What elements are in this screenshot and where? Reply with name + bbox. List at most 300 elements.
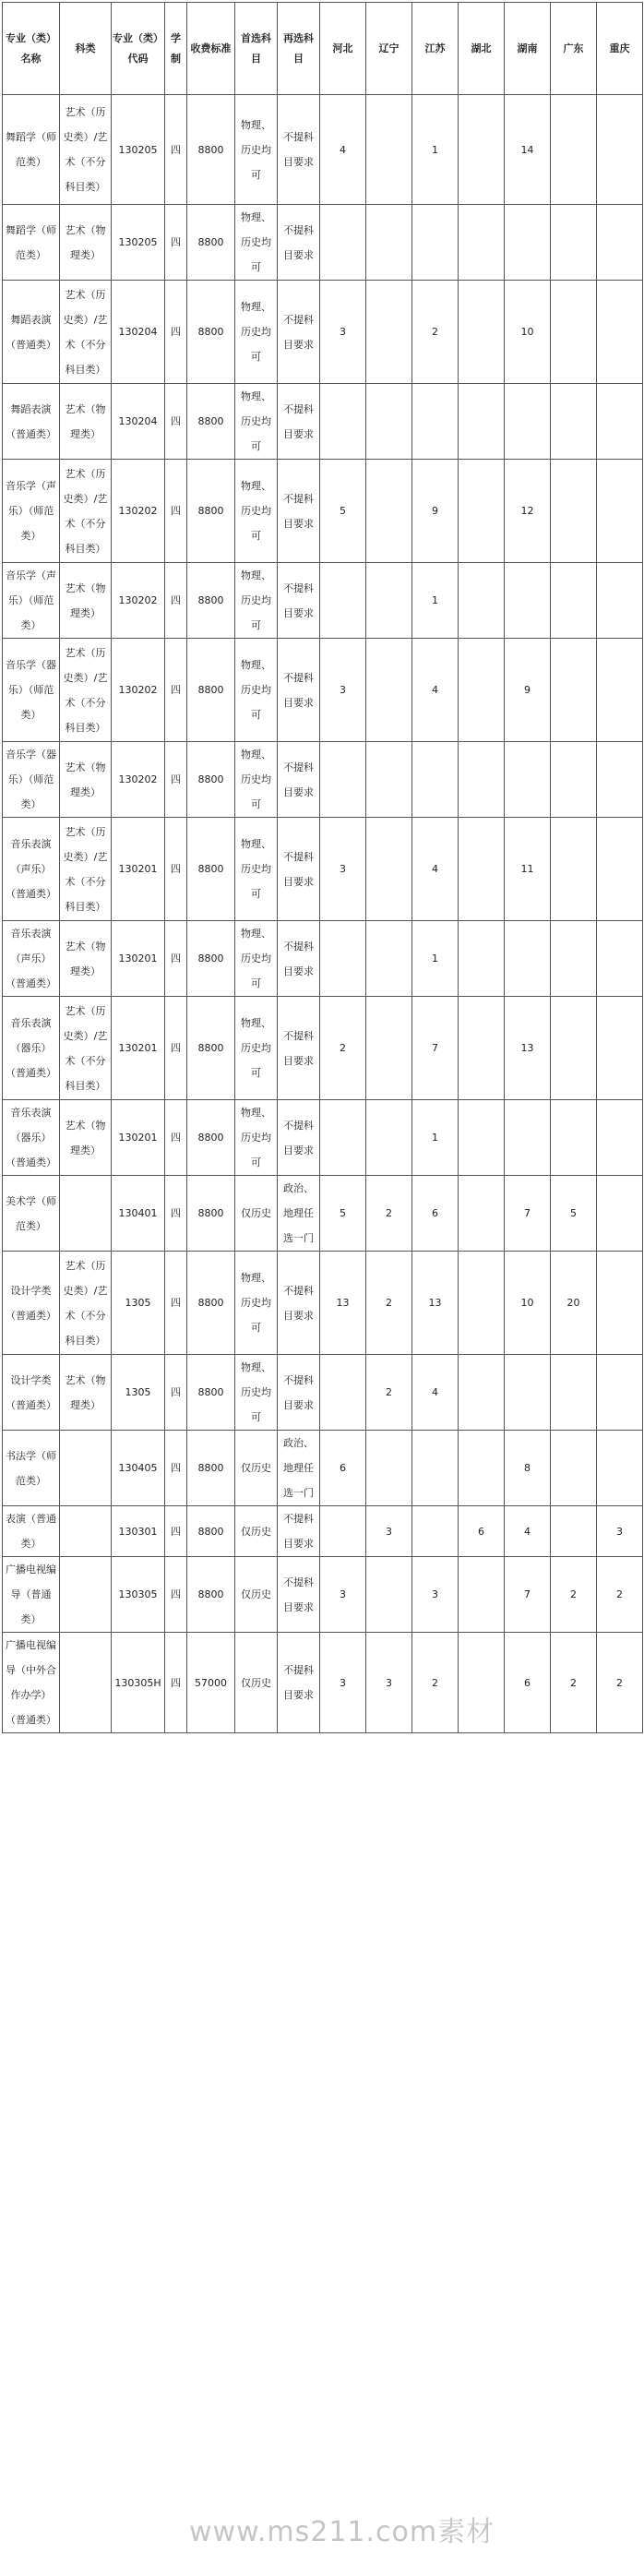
table-cell [60, 1557, 112, 1633]
table-cell [366, 1557, 412, 1633]
table-cell: 8800 [187, 818, 235, 921]
table-cell [597, 818, 643, 921]
table-cell [597, 1431, 643, 1506]
table-cell: 130205 [112, 95, 165, 205]
table-cell [366, 818, 412, 921]
table-cell [551, 205, 597, 281]
table-cell: 8800 [187, 1506, 235, 1557]
table-cell: 6 [459, 1506, 505, 1557]
table-cell: 音乐表演（器乐）（普通类） [3, 1100, 60, 1176]
table-cell: 3 [412, 1557, 459, 1633]
table-cell [551, 281, 597, 384]
table-cell [60, 1506, 112, 1557]
table-cell: 7 [505, 1557, 551, 1633]
table-cell: 130202 [112, 639, 165, 742]
table-cell: 四 [165, 460, 187, 563]
table-cell: 四 [165, 1506, 187, 1557]
table-cell [551, 1431, 597, 1506]
table-cell [320, 563, 366, 639]
table-cell: 四 [165, 205, 187, 281]
table-row [3, 1431, 643, 1506]
table-cell [459, 742, 505, 818]
table-cell [505, 1355, 551, 1431]
table-cell [551, 818, 597, 921]
table-cell: 8800 [187, 1176, 235, 1252]
table-cell: 8800 [187, 639, 235, 742]
table-cell: 3 [320, 281, 366, 384]
table-row [3, 1633, 643, 1733]
table-row [3, 818, 643, 921]
table-cell: 8800 [187, 1557, 235, 1633]
table-row [3, 384, 643, 460]
table-cell: 四 [165, 1100, 187, 1176]
table-cell: 物理、历史均可 [235, 742, 278, 818]
table-cell [366, 563, 412, 639]
table-cell [366, 921, 412, 997]
table-cell: 物理、历史均可 [235, 281, 278, 384]
column-header: 再选科目 [278, 3, 320, 95]
table-cell: 130205 [112, 205, 165, 281]
table-cell: 11 [505, 818, 551, 921]
table-cell [459, 1100, 505, 1176]
table-cell [320, 205, 366, 281]
table-cell [597, 921, 643, 997]
table-cell: 音乐学（声乐）（师范类） [3, 563, 60, 639]
table-cell: 音乐表演（声乐）（普通类） [3, 818, 60, 921]
table-cell: 2 [551, 1633, 597, 1733]
table-cell [412, 1431, 459, 1506]
table-cell [459, 205, 505, 281]
table-cell: 1 [412, 95, 459, 205]
table-cell [597, 460, 643, 563]
column-header: 广东 [551, 3, 597, 95]
table-cell: 舞蹈表演（普通类） [3, 384, 60, 460]
table-cell: 2 [551, 1557, 597, 1633]
table-cell: 2 [412, 281, 459, 384]
table-cell [551, 460, 597, 563]
table-cell: 舞蹈表演（普通类） [3, 281, 60, 384]
table-cell [366, 1100, 412, 1176]
table-cell: 四 [165, 1557, 187, 1633]
table-cell: 5 [320, 460, 366, 563]
table-cell: 8800 [187, 1355, 235, 1431]
table-cell [597, 1252, 643, 1355]
table-cell [459, 1252, 505, 1355]
table-cell [412, 742, 459, 818]
table-cell: 13 [412, 1252, 459, 1355]
column-header: 专业（类）名称 [3, 3, 60, 95]
table-row [3, 639, 643, 742]
table-cell [597, 1176, 643, 1252]
table-cell: 仅历史 [235, 1557, 278, 1633]
table-cell: 10 [505, 281, 551, 384]
table-cell: 四 [165, 95, 187, 205]
table-cell: 12 [505, 460, 551, 563]
table-cell: 不提科目要求 [278, 460, 320, 563]
table-cell: 2 [597, 1633, 643, 1733]
table-cell: 四 [165, 997, 187, 1100]
table-cell: 6 [320, 1431, 366, 1506]
column-header: 江苏 [412, 3, 459, 95]
table-cell: 四 [165, 818, 187, 921]
column-header: 河北 [320, 3, 366, 95]
table-cell [597, 1355, 643, 1431]
table-cell: 7 [412, 997, 459, 1100]
table-cell [505, 921, 551, 997]
table-cell: 仅历史 [235, 1633, 278, 1733]
table-cell [551, 1100, 597, 1176]
table-cell: 仅历史 [235, 1431, 278, 1506]
table-cell: 8800 [187, 95, 235, 205]
column-header: 湖北 [459, 3, 505, 95]
table-cell: 130305H [112, 1633, 165, 1733]
table-row [3, 1557, 643, 1633]
table-cell: 美术学（师范类） [3, 1176, 60, 1252]
table-cell: 不提科目要求 [278, 818, 320, 921]
table-cell [412, 1506, 459, 1557]
table-cell: 4 [505, 1506, 551, 1557]
table-cell [597, 205, 643, 281]
table-cell: 四 [165, 1176, 187, 1252]
table-cell [459, 1176, 505, 1252]
table-cell: 3 [320, 1633, 366, 1733]
table-cell [551, 1355, 597, 1431]
table-cell: 物理、历史均可 [235, 95, 278, 205]
table-body [3, 95, 643, 1733]
table-cell [459, 1633, 505, 1733]
table-cell: 表演（普通类） [3, 1506, 60, 1557]
table-cell: 不提科目要求 [278, 1100, 320, 1176]
table-cell [551, 384, 597, 460]
table-cell: 不提科目要求 [278, 95, 320, 205]
table-row [3, 742, 643, 818]
table-cell: 艺术（物理类） [60, 384, 112, 460]
table-cell [412, 205, 459, 281]
table-cell: 2 [366, 1176, 412, 1252]
column-header: 辽宁 [366, 3, 412, 95]
table-cell: 艺术（物理类） [60, 563, 112, 639]
table-cell: 音乐学（声乐）（师范类） [3, 460, 60, 563]
table-cell [597, 563, 643, 639]
table-cell: 仅历史 [235, 1176, 278, 1252]
table-cell: 政治、地理任选一门 [278, 1431, 320, 1506]
table-cell: 广播电视编导（普通类） [3, 1557, 60, 1633]
table-cell: 不提科目要求 [278, 1633, 320, 1733]
table-cell: 不提科目要求 [278, 384, 320, 460]
table-cell: 4 [412, 1355, 459, 1431]
table-cell: 艺术（物理类） [60, 921, 112, 997]
table-cell: 9 [505, 639, 551, 742]
table-cell: 四 [165, 921, 187, 997]
header-row [3, 3, 643, 95]
table-cell: 不提科目要求 [278, 1557, 320, 1633]
table-cell: 5 [551, 1176, 597, 1252]
table-cell: 13 [505, 997, 551, 1100]
table-cell: 舞蹈学（师范类） [3, 95, 60, 205]
table-cell: 艺术（物理类） [60, 1355, 112, 1431]
table-cell [366, 281, 412, 384]
table-cell: 8800 [187, 281, 235, 384]
table-cell: 2 [597, 1557, 643, 1633]
table-cell: 4 [320, 95, 366, 205]
table-cell: 7 [505, 1176, 551, 1252]
table-cell: 艺术（历史类）/艺术（不分科目类） [60, 639, 112, 742]
table-cell: 57000 [187, 1633, 235, 1733]
table-cell: 艺术（物理类） [60, 1100, 112, 1176]
table-cell [459, 460, 505, 563]
table-cell [505, 563, 551, 639]
table-cell [459, 1431, 505, 1506]
table-cell: 仅历史 [235, 1506, 278, 1557]
watermark-text: www.ms211.com素材 [189, 2516, 495, 2548]
table-cell: 四 [165, 1633, 187, 1733]
table-cell: 设计学类（普通类） [3, 1252, 60, 1355]
table-cell [459, 384, 505, 460]
table-cell: 130202 [112, 460, 165, 563]
table-cell: 130204 [112, 384, 165, 460]
table-cell [459, 997, 505, 1100]
table-cell: 物理、历史均可 [235, 1252, 278, 1355]
table-cell: 9 [412, 460, 459, 563]
table-cell [597, 639, 643, 742]
table-cell: 5 [320, 1176, 366, 1252]
table-cell: 3 [366, 1633, 412, 1733]
column-header: 收费标准 [187, 3, 235, 95]
table-cell [459, 95, 505, 205]
table-cell [320, 1355, 366, 1431]
table-row [3, 1252, 643, 1355]
table-cell: 13 [320, 1252, 366, 1355]
table-cell: 艺术（物理类） [60, 205, 112, 281]
table-cell [366, 95, 412, 205]
table-cell [60, 1431, 112, 1506]
table-cell [60, 1176, 112, 1252]
table-cell: 物理、历史均可 [235, 997, 278, 1100]
table-cell: 物理、历史均可 [235, 639, 278, 742]
table-cell: 3 [320, 818, 366, 921]
table-cell [366, 460, 412, 563]
table-cell: 不提科目要求 [278, 1252, 320, 1355]
table-cell [597, 997, 643, 1100]
table-row [3, 997, 643, 1100]
table-cell: 3 [320, 1557, 366, 1633]
column-header: 湖南 [505, 3, 551, 95]
table-cell [597, 742, 643, 818]
table-cell [366, 742, 412, 818]
table-row [3, 95, 643, 205]
table-cell [551, 1506, 597, 1557]
table-cell: 8800 [187, 921, 235, 997]
table-cell: 8800 [187, 205, 235, 281]
table-cell [459, 281, 505, 384]
table-cell [551, 563, 597, 639]
table-cell [366, 997, 412, 1100]
table-row [3, 460, 643, 563]
table-cell: 四 [165, 281, 187, 384]
table-cell: 不提科目要求 [278, 281, 320, 384]
table-cell: 10 [505, 1252, 551, 1355]
table-cell: 3 [366, 1506, 412, 1557]
table-cell: 4 [412, 818, 459, 921]
table-cell: 4 [412, 639, 459, 742]
table-cell: 3 [597, 1506, 643, 1557]
table-cell: 1 [412, 921, 459, 997]
table-cell: 1 [412, 563, 459, 639]
table-row [3, 1355, 643, 1431]
table-cell [60, 1633, 112, 1733]
table-cell [320, 1100, 366, 1176]
table-cell [459, 1557, 505, 1633]
table-cell [366, 639, 412, 742]
column-header: 重庆 [597, 3, 643, 95]
table-cell: 14 [505, 95, 551, 205]
table-cell: 130405 [112, 1431, 165, 1506]
table-cell: 物理、历史均可 [235, 460, 278, 563]
table-cell: 不提科目要求 [278, 563, 320, 639]
table-row [3, 1176, 643, 1252]
table-cell [320, 1506, 366, 1557]
table-cell [505, 384, 551, 460]
table-cell: 3 [320, 639, 366, 742]
table-cell: 艺术（历史类）/艺术（不分科目类） [60, 460, 112, 563]
table-cell: 艺术（历史类）/艺术（不分科目类） [60, 997, 112, 1100]
table-cell: 四 [165, 742, 187, 818]
table-cell: 8800 [187, 460, 235, 563]
table-cell: 不提科目要求 [278, 1355, 320, 1431]
table-cell [597, 384, 643, 460]
table-cell [459, 921, 505, 997]
table-cell [412, 384, 459, 460]
table-row [3, 205, 643, 281]
table-cell [505, 1100, 551, 1176]
table-cell [597, 95, 643, 205]
table-cell [320, 384, 366, 460]
table-cell: 艺术（物理类） [60, 742, 112, 818]
table-cell: 广播电视编导（中外合作办学）（普通类） [3, 1633, 60, 1733]
table-cell: 政治、地理任选一门 [278, 1176, 320, 1252]
table-cell: 四 [165, 1252, 187, 1355]
table-cell: 6 [505, 1633, 551, 1733]
table-cell: 2 [412, 1633, 459, 1733]
table-cell: 艺术（历史类）/艺术（不分科目类） [60, 818, 112, 921]
table-row [3, 281, 643, 384]
table-cell: 四 [165, 1355, 187, 1431]
table-cell: 不提科目要求 [278, 639, 320, 742]
table-row [3, 563, 643, 639]
table-cell: 物理、历史均可 [235, 563, 278, 639]
table-cell: 130201 [112, 818, 165, 921]
table-cell: 130202 [112, 742, 165, 818]
table-cell: 不提科目要求 [278, 997, 320, 1100]
table-cell: 音乐表演（声乐）（普通类） [3, 921, 60, 997]
table-cell: 音乐表演（器乐）（普通类） [3, 997, 60, 1100]
table-cell: 8800 [187, 1431, 235, 1506]
table-cell: 音乐学（器乐）（师范类） [3, 742, 60, 818]
table-cell: 物理、历史均可 [235, 1355, 278, 1431]
table-cell [597, 1100, 643, 1176]
table-cell: 130305 [112, 1557, 165, 1633]
table-row [3, 921, 643, 997]
table-cell: 四 [165, 563, 187, 639]
table-cell: 不提科目要求 [278, 742, 320, 818]
table-cell [551, 921, 597, 997]
table-cell: 130301 [112, 1506, 165, 1557]
table-cell: 艺术（历史类）/艺术（不分科目类） [60, 281, 112, 384]
table-cell: 物理、历史均可 [235, 921, 278, 997]
table-cell: 130201 [112, 921, 165, 997]
table-row [3, 1506, 643, 1557]
table-cell: 8 [505, 1431, 551, 1506]
table-cell: 6 [412, 1176, 459, 1252]
table-cell: 130401 [112, 1176, 165, 1252]
table-cell [320, 742, 366, 818]
table-cell: 1 [412, 1100, 459, 1176]
table-cell: 物理、历史均可 [235, 818, 278, 921]
table-cell [505, 205, 551, 281]
table-cell: 20 [551, 1252, 597, 1355]
table-cell: 8800 [187, 1252, 235, 1355]
table-cell: 四 [165, 639, 187, 742]
table-cell: 8800 [187, 742, 235, 818]
table-cell: 艺术（历史类）/艺术（不分科目类） [60, 1252, 112, 1355]
table-cell: 130204 [112, 281, 165, 384]
table-cell: 物理、历史均可 [235, 205, 278, 281]
table-cell [320, 921, 366, 997]
table-cell: 不提科目要求 [278, 1506, 320, 1557]
table-cell: 不提科目要求 [278, 205, 320, 281]
table-cell: 8800 [187, 997, 235, 1100]
table-cell: 130201 [112, 1100, 165, 1176]
column-header: 专业（类）代码 [112, 3, 165, 95]
column-header: 科类 [60, 3, 112, 95]
table-cell [551, 997, 597, 1100]
table-cell: 舞蹈学（师范类） [3, 205, 60, 281]
table-cell [459, 818, 505, 921]
table-cell [459, 563, 505, 639]
table-cell: 四 [165, 384, 187, 460]
table-cell [459, 1355, 505, 1431]
table-cell: 1305 [112, 1252, 165, 1355]
table-cell: 设计学类（普通类） [3, 1355, 60, 1431]
table-cell [366, 384, 412, 460]
table-cell: 130201 [112, 997, 165, 1100]
table-row [3, 1100, 643, 1176]
table-cell [459, 639, 505, 742]
column-header: 首选科目 [235, 3, 278, 95]
table-cell: 2 [366, 1355, 412, 1431]
table-cell: 四 [165, 1431, 187, 1506]
table-cell: 8800 [187, 563, 235, 639]
column-header: 学制 [165, 3, 187, 95]
table-cell: 书法学（师范类） [3, 1431, 60, 1506]
table-cell [597, 281, 643, 384]
table-cell [366, 1431, 412, 1506]
table-cell [505, 742, 551, 818]
table-cell: 物理、历史均可 [235, 1100, 278, 1176]
table-cell [551, 742, 597, 818]
table-cell [366, 205, 412, 281]
table-cell: 音乐学（器乐）（师范类） [3, 639, 60, 742]
table-cell [551, 639, 597, 742]
table-cell: 2 [366, 1252, 412, 1355]
table-cell: 2 [320, 997, 366, 1100]
table-cell: 8800 [187, 384, 235, 460]
table-cell: 物理、历史均可 [235, 384, 278, 460]
table-cell: 不提科目要求 [278, 921, 320, 997]
table-cell [551, 95, 597, 205]
table-cell: 艺术（历史类）/艺术（不分科目类） [60, 95, 112, 205]
table-cell: 8800 [187, 1100, 235, 1176]
